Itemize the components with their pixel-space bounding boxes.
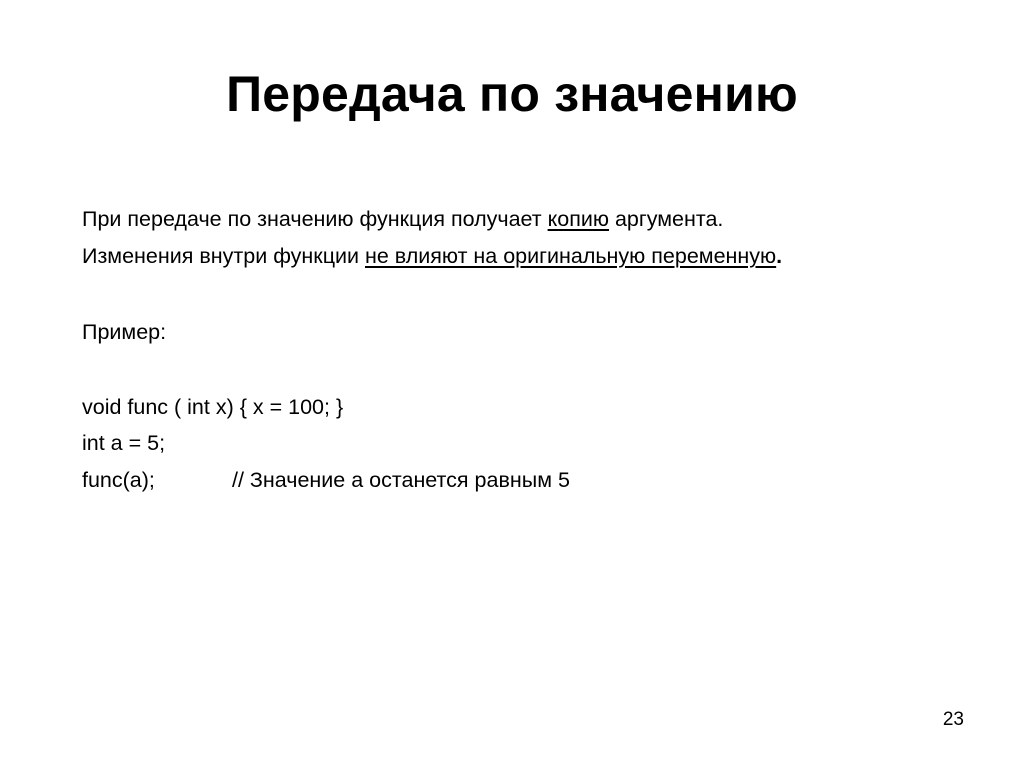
code-line-variable: int a = 5; <box>82 431 166 455</box>
page-number: 23 <box>942 709 964 730</box>
code-line-call <box>82 466 570 494</box>
paragraph-period: . <box>776 244 783 268</box>
paragraph-text: аргумента. <box>608 207 724 231</box>
paragraph-no-effect <box>82 242 782 270</box>
paragraph-text: Изменения внутри функции <box>82 244 365 268</box>
code-line-function: void func ( int x) { x = 100; } <box>82 395 344 419</box>
example-label: Пример: <box>82 320 167 344</box>
slide-title: Передача по значению <box>226 66 798 122</box>
code-comment: // Значение a останется равным 5 <box>232 468 570 492</box>
underlined-term: копию <box>547 207 609 231</box>
underlined-phrase: не влияют на оригинальную переменную <box>365 244 777 268</box>
paragraph-copy-argument <box>82 205 723 233</box>
code-call: func(a); <box>82 468 155 492</box>
paragraph-text: При передаче по значению функция получает <box>82 207 548 231</box>
